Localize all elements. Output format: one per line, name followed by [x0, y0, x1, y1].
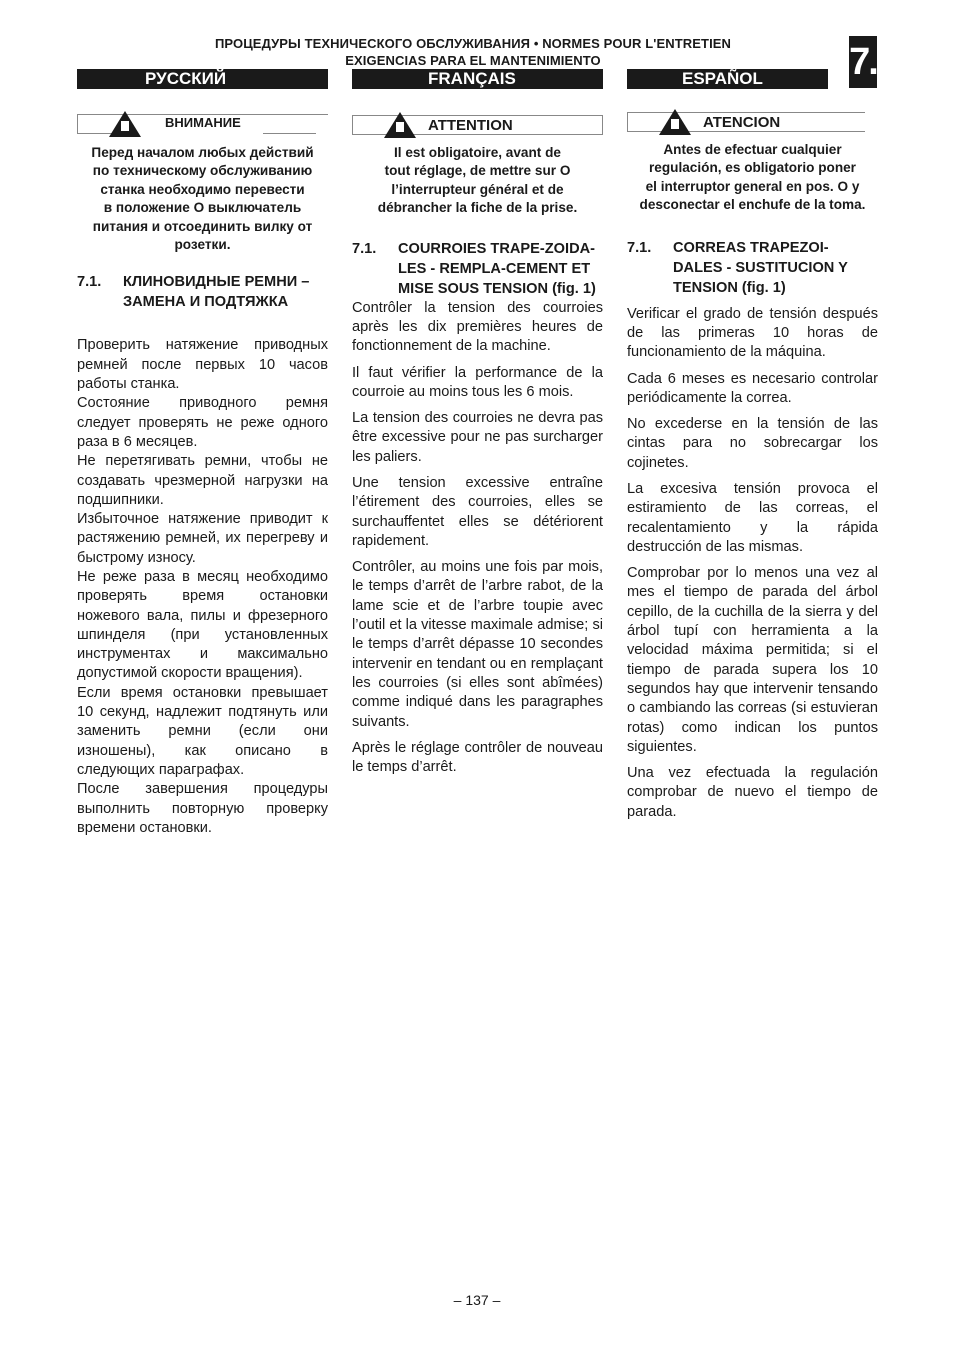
- warning-text-ru: Перед началом любых действий по техническому обслуживанию станка необходимо перевести в положение О выключатель питания и отсоединить вилку от розетки.: [91, 145, 314, 253]
- warning-text-fr: Il est obligatoire, avant de tout réglage, de mettre sur O l’interrupteur général et de débrancher la fiche de la prise.: [377, 145, 578, 216]
- header-title-line-1: ПРОЦЕДУРЫ ТЕХНИЧЕСКОГО ОБСЛУЖИВАНИЯ • NORMES POUR L'ENTRETIEN: [214, 36, 732, 51]
- page-number: – 137 –: [453, 1292, 501, 1308]
- body-fr: Contrôler la tension des courroies après les dix premières heures de fonctionnement de la machine. Il faut vérifier la performance de la courroie au moins tous les 6 mois. La tension des courroies ne devra pas être excessive pour ne pas surcharger les paliers. Une tension excessive entraîne l’étirement des courroies, elles se surchauffentet elles se détériorent rapidement. Contrôler, au moins une fois par mois, le temps d’arrêt de l’arbre rabot, de la lame scie et de l’arbre toupie avec l’outil et la vitesse maximale admise; si le temps d’arrêt dépasse 10 secondes intervenir en tendant ou en remplaçant les courroies (si elles sont abîmées) comme indiqué dans les paragraphes suivants. Après le réglage contrôler de nouveau le temps d’arrêt.: [352, 299, 603, 776]
- warning-box-es: [627, 112, 865, 132]
- section-title-ru: 7.1. КЛИНОВИДНЫЕ РЕМНИ – ЗАМЕНА И ПОДТЯЖКА: [77, 274, 310, 311]
- body-ru: Проверить натяжение приводных ремней после первых 10 часов работы станка. Состояние приводного ремня следует проверять не реже одного раза в 6 месяцев. Не перетягивать ремни, чтобы не создавать чрезмерной нагрузки на подшипники. Избыточное натяжение приводит к растяжению ремней, их перегреву и быстрому износу. Не реже раза в месяц необходимо проверять время остановки ножевого вала, пилы и фрезерного шпинделя (при установленных инструментах и максимально допустимой скорости вращения). Если время остановки превышает 10 секунд, надлежит подтянуть или заменить ремни (если они изношены), как описано в следующих параграфах. После завершения процедуры выполнить повторную проверку времени остановки.: [77, 337, 328, 836]
- lang-bar-fr: FRANÇAIS: [352, 69, 603, 89]
- column-es: [627, 112, 878, 822]
- warning-label: ВНИМАНИЕ: [165, 115, 241, 130]
- column-ru: [77, 114, 328, 838]
- warning-label: ATENCION: [703, 114, 781, 131]
- lang-bar-es: ESPAÑOL: [627, 69, 828, 89]
- section-title-fr: 7.1. COURROIES TRAPE-ZOIDA-LES - REMPLA-CEMENT ET MISE SOUS TENSION (fig. 1): [352, 240, 596, 297]
- body-es: Verificar el grado de tensión después de las primeras 10 horas de funcionamiento de la máquina. Cada 6 meses es necesario controlar periódicamente la correa. No excederse en la tensión de las cintas para no sobrecargar los cojinetes. La excesiva tensión provoca el estiramiento de las correas, el recalentamiento y la rápida destrucción de las mismas. Comprobar por lo menos una vez al mes el tiempo de parada del árbol cepillo, de la cuchilla de la sierra y del árbol tupí con herramienta a la velocidad máxima permitida; si el tiempo de parada supera los 10 segundos hay que intervenir tensando o cambiando las correas (si estuvieran rotas) como indican los puntos siguientes. Una vez efectuada la regulación comprobar de nuevo el tiempo de parada.: [627, 305, 878, 820]
- warning-box-ru: [77, 114, 328, 134]
- warning-text-es: Antes de efectuar cualquier regulación, es obligatorio poner el interruptor general en pos. O y desconectar el enchufe de la toma.: [639, 142, 866, 213]
- warning-label: ATTENTION: [428, 117, 513, 134]
- warning-box-fr: [352, 115, 603, 135]
- header-title-line-2: EXIGENCIAS PARA EL MANTENIMIENTO: [345, 53, 601, 68]
- column-fr: [352, 115, 603, 777]
- section-title-es: 7.1. CORREAS TRAPEZOI-DALES - SUSTITUCION Y TENSION (fig. 1): [627, 239, 848, 296]
- chapter-number: 7.: [849, 36, 877, 88]
- lang-bar-ru: РУССКИЙ: [77, 69, 328, 89]
